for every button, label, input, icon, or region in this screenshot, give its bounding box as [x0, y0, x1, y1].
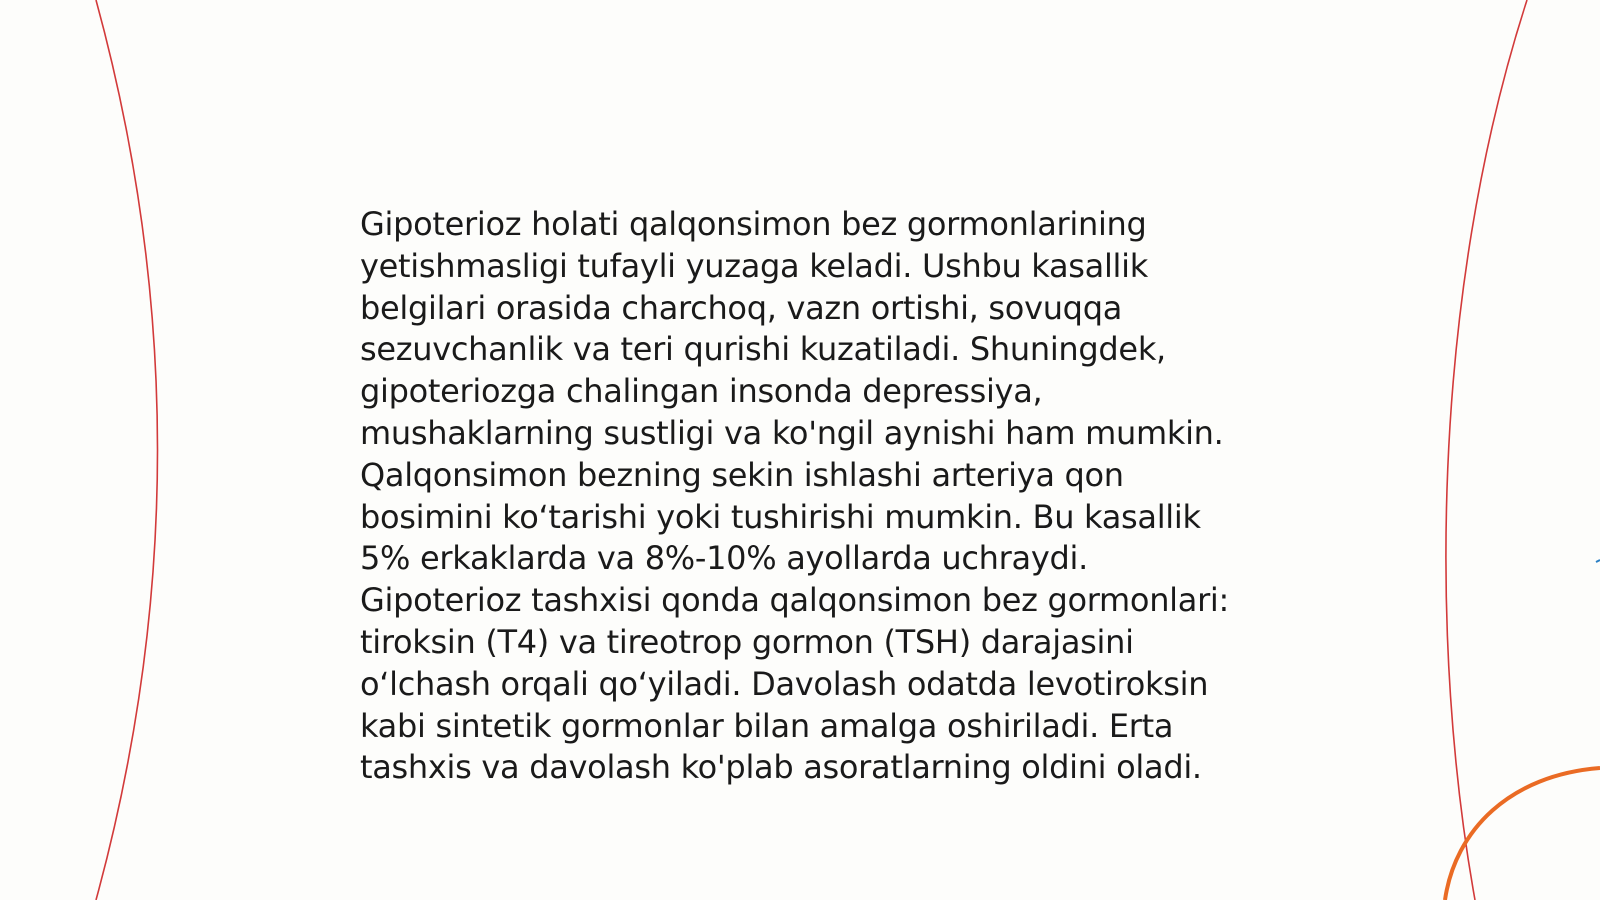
- blue-accent-mark: [1596, 560, 1600, 562]
- left-red-curve: [96, 0, 158, 900]
- right-red-curve: [1446, 0, 1527, 900]
- orange-arc: [1445, 768, 1600, 900]
- body-text: Gipoterioz holati qalqonsimon bez gormonlarining yetishmasligi tufayli yuzaga keladi. Ushbu kasallik belgilari orasida charchoq, vazn ortishi, sovuqqa sezuvchanlik va teri qurishi kuzatiladi. Shuningdek, gipoteriozga chalingan insonda depressiya, mushaklarning sustligi va ko'ngil aynishi ham mumkin. Qalqonsimon bezning sekin ishlashi arteriya qon bosimini koʻtarishi yoki tushirishi mumkin. Bu kasallik 5% erkaklarda va 8%-10% ayollarda uchraydi. Gipoterioz tashxisi qonda qalqonsimon bez gormonlari: tiroksin (T4) va tireotrop gormon (TSH) darajasini oʻlchash orqali qoʻyiladi. Davolash odatda levotiroksin kabi sintetik gormonlar bilan amalga oshiriladi. Erta tashxis va davolash ko'plab asoratlarning oldini oladi.: [360, 205, 1230, 787]
